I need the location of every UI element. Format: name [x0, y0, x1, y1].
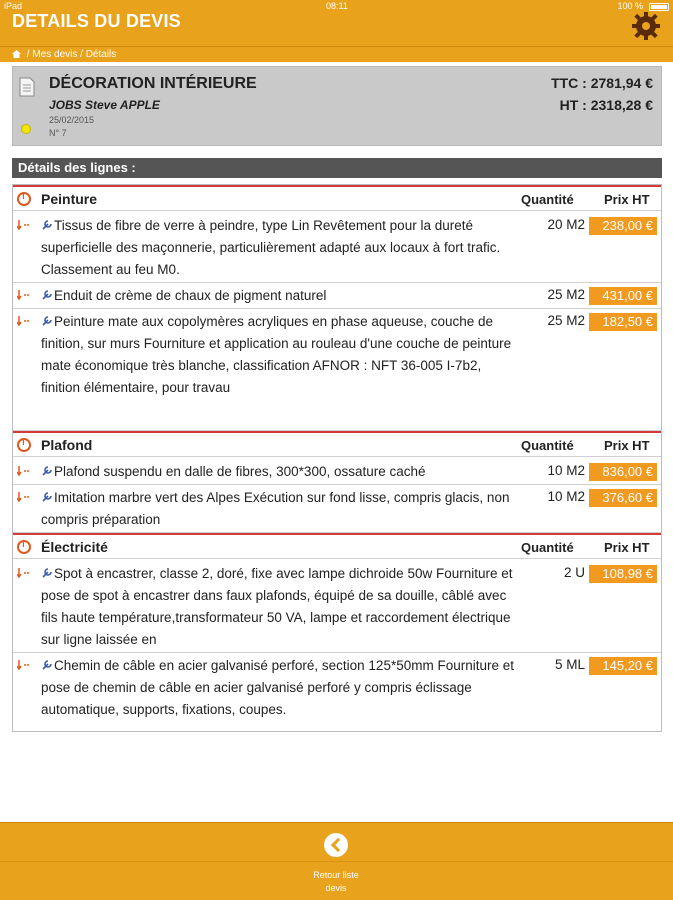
app-header	[0, 0, 673, 46]
price-column-header: Prix HT	[604, 540, 650, 555]
line-description: Peinture mate aux copolymères acryliques en phase aqueuse, couche de finition, sur murs Fourniture et application au rouleau d'une couche de peinture mate économique très blanche, classification AFNOR : NFT 36-005 I-7b2, finition élémentaire, pour travau	[41, 314, 512, 395]
line-item[interactable]	[13, 283, 661, 309]
battery-label: 100 %	[617, 1, 643, 11]
group-name: Peinture	[41, 191, 98, 207]
quantity-column-header: Quantité	[521, 438, 574, 453]
document-icon	[19, 77, 35, 97]
quote-summary	[12, 66, 662, 146]
wrench-icon	[41, 465, 53, 477]
line-description: Enduit de crème de chaux de pigment naturel	[54, 288, 327, 303]
price-column-header: Prix HT	[604, 438, 650, 453]
quote-client: JOBS Steve APPLE	[49, 98, 160, 112]
line-price: 182,50 €	[589, 313, 657, 331]
breadcrumb-path[interactable]: / Mes devis / Détails	[26, 49, 117, 60]
quote-title: DÉCORATION INTÉRIEURE	[49, 75, 257, 92]
breadcrumb	[0, 46, 673, 62]
line-item[interactable]	[13, 485, 661, 533]
line-description: Chemin de câble en acier galvanisé perforé, section 125*50mm Fourniture et pose de chemin de câble en acier galvanisé perforé y compris éclissage automatique, supports, fixations, coupes.	[41, 658, 515, 717]
quote-date: 25/02/2015	[49, 115, 95, 125]
clock: 08:11	[326, 1, 348, 11]
group-header	[13, 533, 661, 559]
quote-lines	[12, 184, 662, 732]
quantity-column-header: Quantité	[521, 540, 574, 555]
move-icon[interactable]	[17, 659, 31, 671]
move-icon[interactable]	[17, 567, 31, 579]
line-quantity: 10 M2	[547, 489, 585, 504]
line-price: 431,00 €	[589, 287, 657, 305]
move-icon[interactable]	[17, 219, 31, 231]
category-icon	[17, 192, 31, 206]
back-to-list-button[interactable]	[296, 831, 376, 897]
group-header	[13, 431, 661, 457]
line-quantity: 25 M2	[547, 313, 585, 328]
group-header	[13, 185, 661, 211]
move-icon[interactable]	[17, 315, 31, 327]
wrench-icon	[41, 289, 53, 301]
line-quantity: 5 ML	[554, 657, 585, 672]
group-name: Plafond	[41, 437, 93, 453]
carrier-label: iPad	[4, 1, 23, 11]
line-item[interactable]	[13, 561, 661, 653]
quote-total-ht: HT : 2318,28 €	[559, 97, 653, 113]
group-name: Électricité	[41, 539, 108, 555]
wrench-icon	[41, 491, 53, 503]
category-icon	[17, 438, 31, 452]
status-indicator	[21, 124, 31, 134]
wrench-icon	[41, 315, 53, 327]
page-title: DETAILS DU DEVIS	[12, 11, 181, 31]
gear-icon[interactable]	[629, 6, 663, 40]
line-price: 836,00 €	[589, 463, 657, 481]
back-label-line-2: devis	[325, 883, 347, 893]
line-item[interactable]	[13, 213, 661, 283]
move-icon[interactable]	[17, 465, 31, 477]
chevron-left-icon	[324, 833, 348, 857]
wrench-icon	[41, 659, 53, 671]
line-description: Tissus de fibre de verre à peindre, type Lin Revêtement pour la dureté superficielle des maçonnerie, particulièrement adapté aux locaux à fort trafic. Classement au feu M0.	[41, 218, 501, 277]
line-price: 238,00 €	[589, 217, 657, 235]
line-quantity: 20 M2	[547, 217, 585, 232]
wrench-icon	[41, 219, 53, 231]
wrench-icon	[41, 567, 53, 579]
line-price: 145,20 €	[589, 657, 657, 675]
line-price: 108,98 €	[589, 565, 657, 583]
line-item[interactable]	[13, 309, 661, 431]
move-icon[interactable]	[17, 491, 31, 503]
move-icon[interactable]	[17, 289, 31, 301]
line-description: Plafond suspendu en dalle de fibres, 300*300, ossature caché	[54, 464, 426, 479]
line-description: Spot à encastrer, classe 2, doré, fixe avec lampe dichroide 50w Fourniture et pose de spot à encastrer dans faux plafonds, équipé de sa douille, câblé avec fils haute température,transformateur 50 VA, lampe et raccordement électrique sur ligne laissée en	[41, 566, 513, 647]
line-description: Imitation marbre vert des Alpes Exécution sur fond lisse, compris glacis, non compris préparation	[41, 490, 510, 527]
back-label-line-1: Retour liste	[313, 870, 359, 880]
quantity-column-header: Quantité	[521, 192, 574, 207]
section-heading: Détails des lignes :	[12, 158, 662, 178]
footer-toolbar	[0, 822, 673, 900]
line-price: 376,60 €	[589, 489, 657, 507]
line-quantity: 10 M2	[547, 463, 585, 478]
price-column-header: Prix HT	[604, 192, 650, 207]
line-item[interactable]	[13, 459, 661, 485]
quote-total-ttc: TTC : 2781,94 €	[551, 75, 653, 91]
home-icon[interactable]	[12, 50, 21, 58]
quote-number: N° 7	[49, 128, 67, 138]
line-quantity: 25 M2	[547, 287, 585, 302]
line-item[interactable]	[13, 653, 661, 723]
category-icon	[17, 540, 31, 554]
line-quantity: 2 U	[563, 565, 585, 580]
